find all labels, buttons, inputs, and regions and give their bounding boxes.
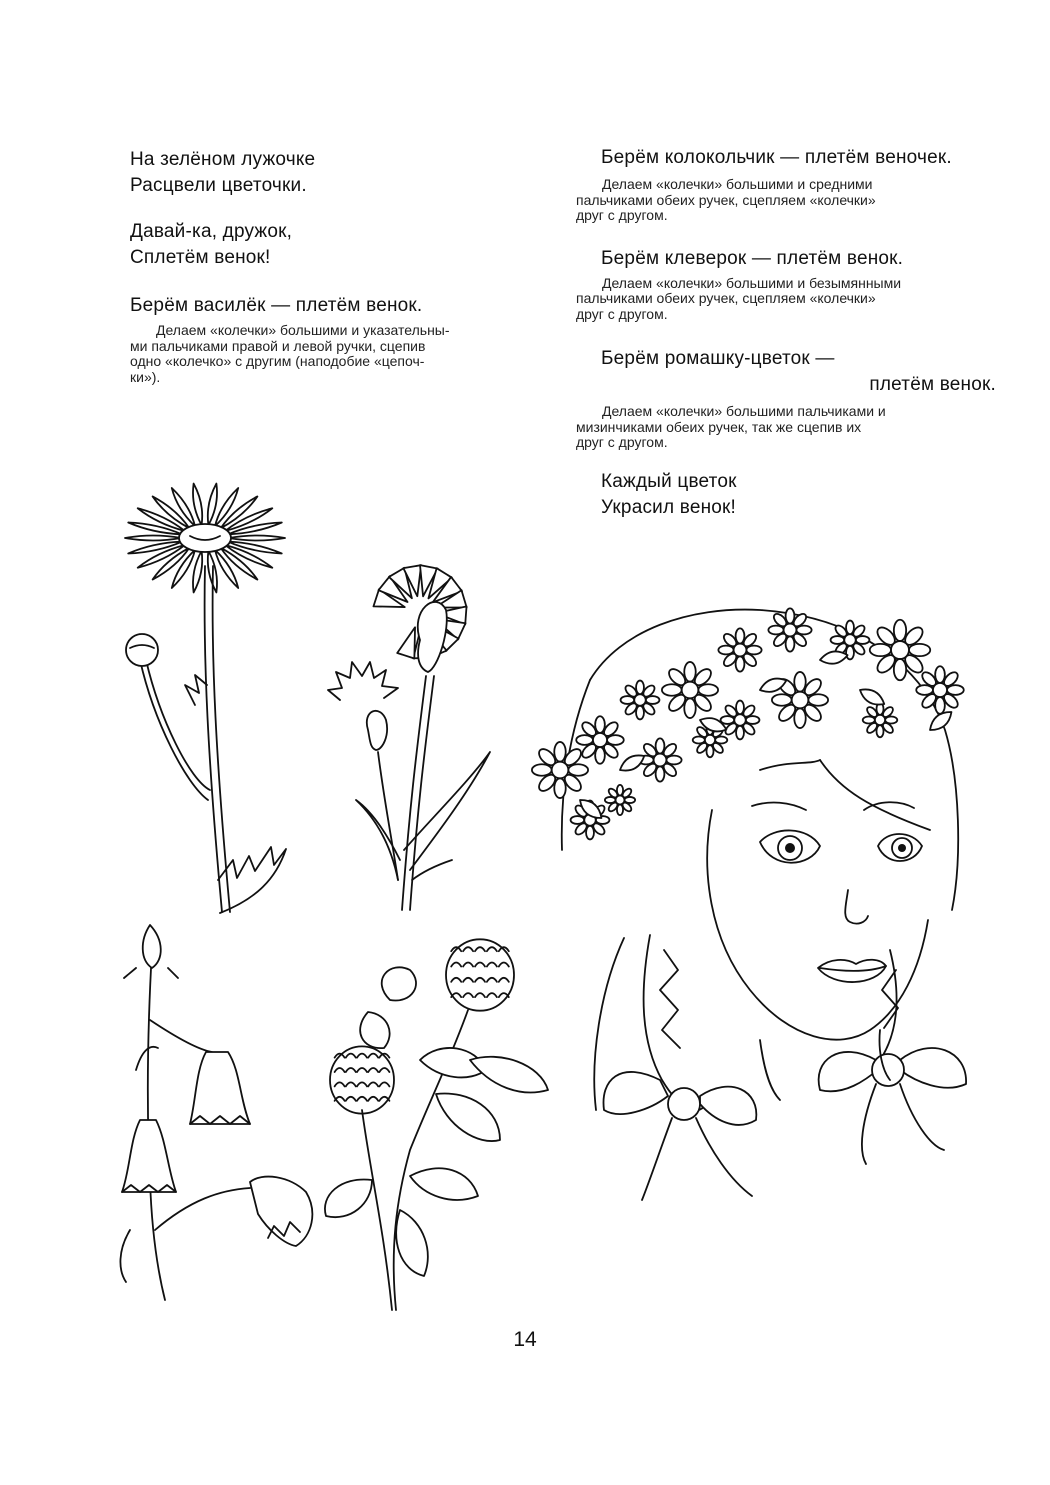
- daisy-title: Берём ромашку-цветок —: [601, 348, 835, 369]
- page-number: 14: [513, 1328, 537, 1351]
- bellflower-illustration: [120, 925, 312, 1300]
- cornflower-illustration: [328, 565, 490, 910]
- cornflower-title: Берём василёк — плетём венок.: [130, 295, 423, 316]
- verse-meadow: На зелёном лужочке Расцвели цветочки.: [130, 149, 316, 196]
- clover-instruction: Делаем «колечки» большими и безымянными пальчиками обеих ручек, сцепляем «колечки» друг с другом.: [576, 274, 902, 322]
- clover-title: Берём клеверок — плетём венок.: [601, 247, 904, 269]
- cornflower-instruction: Делаем «колечки» большими и указательны- ми пальчиками правой и левой ручки, сцепив одно «колечко» с другим (наподобие «цепоч- ки»).: [130, 322, 450, 385]
- bell-instruction: Делаем «колечки» большими и средними пальчиками обеих ручек, сцепляем «колечки» друг с другом.: [576, 176, 876, 223]
- bell-title: Берём колокольчик — плетём веночек.: [601, 147, 952, 168]
- verse-wreath: Каждый цветок Украсил венок!: [601, 470, 737, 518]
- clover-illustration: [325, 939, 548, 1310]
- girl-illustration: [532, 608, 966, 1200]
- daisy-title-continued: плетём венок.: [869, 374, 996, 395]
- daisy-illustration: [125, 484, 286, 913]
- verse-friend: Давай-ка, дружок, Сплетём венок!: [130, 221, 293, 268]
- daisy-instruction: Делаем «колечки» большими пальчиками и мизинчиками обеих ручек, так же сцепив их друг с другом.: [576, 403, 886, 450]
